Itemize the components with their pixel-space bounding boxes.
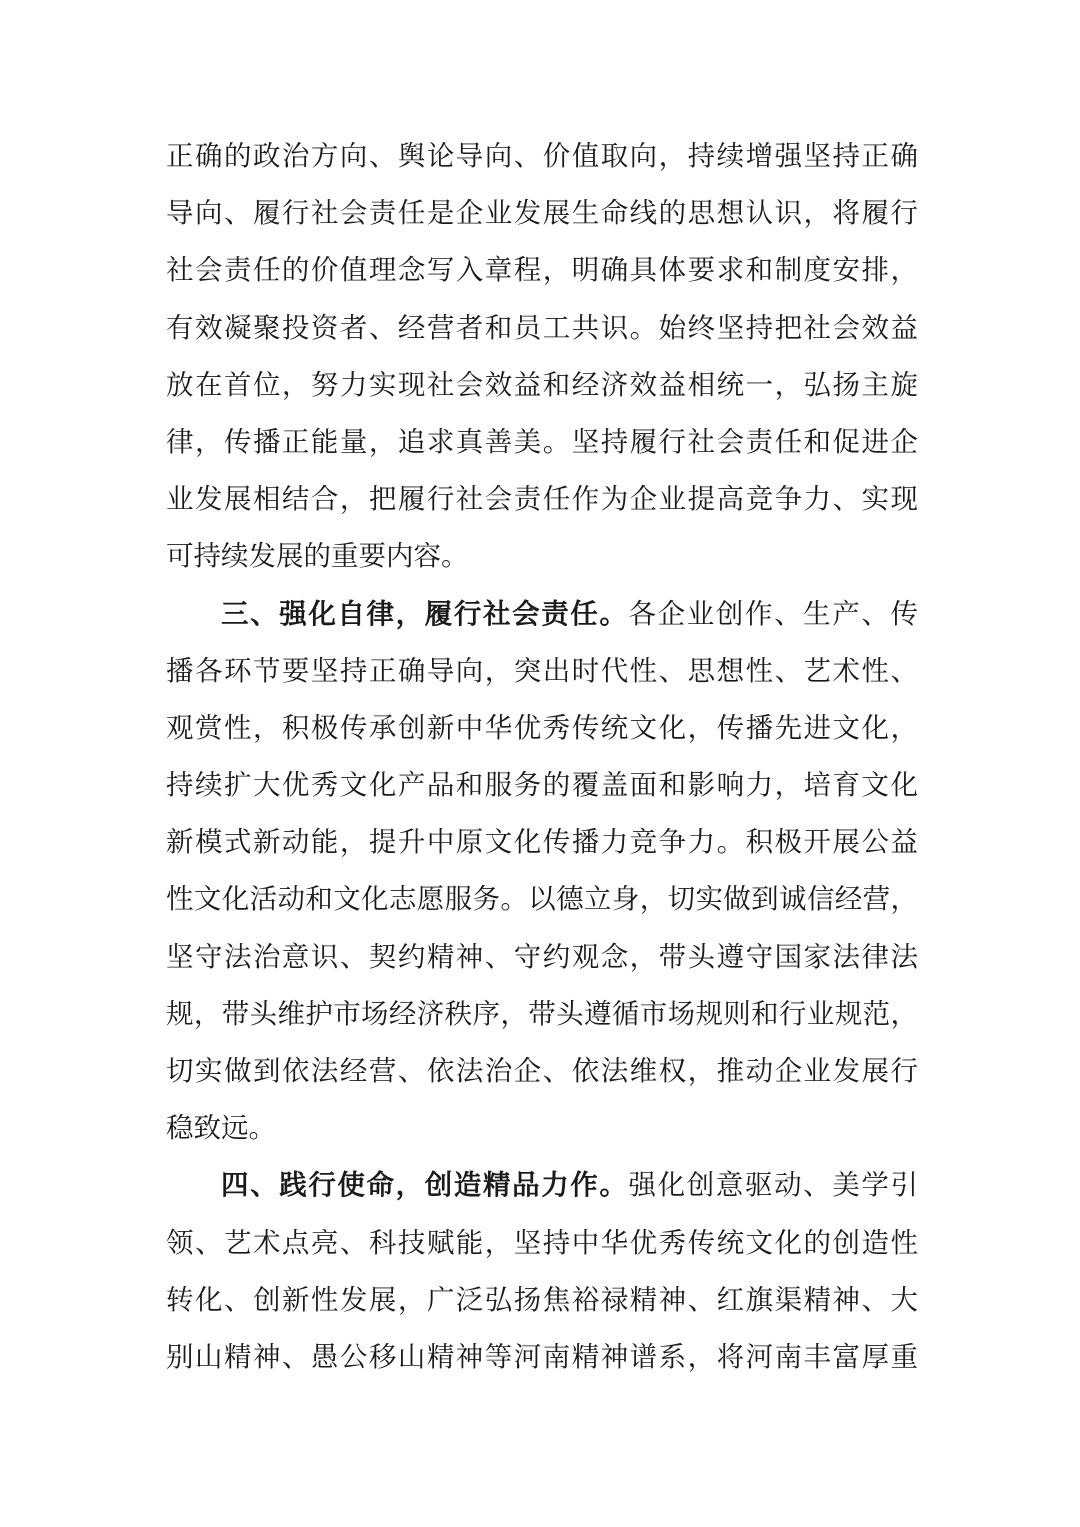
text-run: 各企业创作、生产、传 [628, 597, 918, 630]
text-line: 有效凝聚投资者、经营者和员工共识。始终坚持把社会效益 [166, 311, 918, 344]
text-line: 领、艺术点亮、科技赋能，坚持中华优秀传统文化的创造性 [166, 1226, 918, 1259]
text-line: 正确的政治方向、舆论导向、价值取向，持续增强坚持正确 [166, 140, 918, 172]
text-line: 别山精神、愚公移山精神等河南精神谱系，将河南丰富厚重 [166, 1340, 918, 1373]
text-line: 业发展相结合，把履行社会责任作为企业提高竞争力、实现 [166, 483, 918, 516]
text-line: 导向、履行社会责任是企业发展生命线的思想认识，将履行 [166, 197, 918, 230]
document-body [166, 128, 918, 1386]
text-line: 播各环节要坚持正确导向，突出时代性、思想性、艺术性、 [166, 654, 918, 687]
paragraph-3 [166, 1157, 918, 1386]
text-line: 观赏性，积极传承创新中华优秀传统文化，传播先进文化， [166, 711, 918, 744]
section-heading: 四、践行使命，创造精品力作。 [221, 1169, 629, 1202]
text-line: 转化、创新性发展，广泛弘扬焦裕禄精神、红旗渠精神、大 [166, 1283, 918, 1316]
text-line: 社会责任的价值理念写入章程，明确具体要求和制度安排， [166, 254, 918, 287]
text-line: 放在首位，努力实现社会效益和经济效益相统一，弘扬主旋 [166, 368, 918, 401]
text-line: 持续扩大优秀文化产品和服务的覆盖面和影响力，培育文化 [166, 769, 918, 802]
text-line: 性文化活动和文化志愿服务。以德立身，切实做到诚信经营， [166, 883, 918, 916]
text-line: 新模式新动能，提升中原文化传播力竞争力。积极开展公益 [166, 826, 918, 859]
paragraph-2 [166, 586, 918, 1158]
text-line: 切实做到依法经营、依法治企、依法维权，推动企业发展行 [166, 1055, 918, 1087]
paragraph-1 [166, 128, 918, 586]
paragraph-first-line [166, 1157, 918, 1214]
text-line: 律，传播正能量，追求真善美。坚持履行社会责任和促进企 [166, 425, 918, 458]
text-line: 坚守法治意识、契约精神、守约观念，带头遵守国家法律法 [166, 940, 918, 973]
text-line: 稳致远。 [166, 1112, 276, 1145]
paragraph-first-line [166, 586, 918, 643]
section-heading: 三、强化自律，履行社会责任。 [221, 597, 629, 630]
text-line: 规，带头维护市场经济秩序，带头遵循市场规则和行业规范， [166, 997, 918, 1030]
text-run: 强化创意驱动、美学引 [628, 1169, 918, 1202]
text-line: 可持续发展的重要内容。 [166, 540, 469, 573]
